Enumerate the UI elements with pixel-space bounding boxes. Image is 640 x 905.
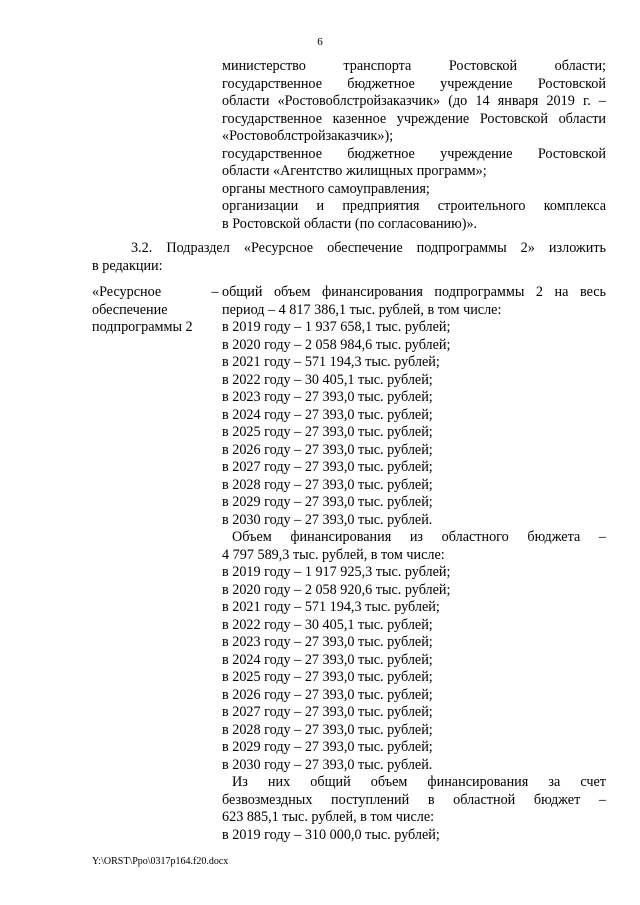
value-line: в 2029 году – 27 393,0 тыс. рублей; <box>222 494 433 510</box>
value-line: Из них общий объем финансирования за счет <box>232 774 606 790</box>
intro-line: области «Агентство жилищных программ»; <box>222 163 487 179</box>
value-line: в 2030 году – 27 393,0 тыс. рублей. <box>222 756 433 773</box>
intro-line: в Ростовской области (по согласованию)». <box>222 215 478 232</box>
file-path-footer: Y:\ORST\Ppo\0317p164.f20.docx <box>92 856 229 867</box>
intro-paragraph <box>222 58 606 233</box>
value-line: в 2025 году – 27 393,0 тыс. рублей; <box>222 424 433 440</box>
intro-line: области «Ростовоблстройзаказчик» (до 14 января 2019 г. – <box>222 93 606 109</box>
section-line: в редакции: <box>92 257 163 274</box>
value-line: в 2030 году – 27 393,0 тыс. рублей. <box>222 511 433 528</box>
value-line: в 2027 году – 27 393,0 тыс. рублей; <box>222 459 433 475</box>
value-line: в 2020 году – 2 058 920,6 тыс. рублей; <box>222 581 451 598</box>
value-line: Объем финансирования из областного бюджета – <box>232 529 606 545</box>
value-line: в 2024 году – 27 393,0 тыс. рублей; <box>222 651 433 668</box>
table-label-line: обеспечение <box>92 301 168 318</box>
intro-line: министерство транспорта Ростовской области; <box>222 58 606 74</box>
value-line: в 2025 году – 27 393,0 тыс. рублей; <box>222 669 433 685</box>
page-number: 6 <box>317 36 323 48</box>
value-line: в 2027 году – 27 393,0 тыс. рублей; <box>222 704 433 720</box>
value-line: в 2019 году – 310 000,0 тыс. рублей; <box>222 826 440 843</box>
section-line: 3.2. Подраздел «Ресурсное обеспечение подпрограммы 2» изложить <box>131 240 606 256</box>
value-line: в 2022 году – 30 405,1 тыс. рублей; <box>222 371 433 388</box>
table-label-line: «Ресурсное <box>92 284 162 300</box>
value-line: в 2020 году – 2 058 984,6 тыс. рублей; <box>222 336 451 353</box>
value-line: общий объем финансирования подпрограммы 2 на весь <box>222 284 606 300</box>
value-line: в 2024 году – 27 393,0 тыс. рублей; <box>222 406 433 423</box>
value-line: в 2028 году – 27 393,0 тыс. рублей; <box>222 476 433 493</box>
value-line: в 2026 году – 27 393,0 тыс. рублей; <box>222 686 433 703</box>
value-line: в 2029 году – 27 393,0 тыс. рублей; <box>222 739 433 755</box>
value-line: в 2026 году – 27 393,0 тыс. рублей; <box>222 441 433 458</box>
value-line: в 2021 году – 571 194,3 тыс. рублей; <box>222 599 440 615</box>
intro-line: организации и предприятия строительного комплекса <box>222 198 606 214</box>
value-line: 623 885,1 тыс. рублей, в том числе: <box>222 809 435 825</box>
value-line: в 2022 году – 30 405,1 тыс. рублей; <box>222 616 433 633</box>
section-heading <box>92 240 606 275</box>
value-line: безвозмездных поступлений в областной бюджет – <box>222 791 606 808</box>
table-value-column <box>222 284 606 844</box>
intro-line: государственное бюджетное учреждение Ростовской <box>222 75 606 92</box>
value-line: в 2021 году – 571 194,3 тыс. рублей; <box>222 354 440 370</box>
intro-line: органы местного самоуправления; <box>222 180 430 197</box>
value-line: 4 797 589,3 тыс. рублей, в том числе: <box>222 546 445 563</box>
value-line: в 2023 году – 27 393,0 тыс. рублей; <box>222 634 433 650</box>
table-label-line: подпрограммы 2 <box>92 319 193 335</box>
table-dash: – <box>211 284 219 300</box>
value-line: в 2019 году – 1 937 658,1 тыс. рублей; <box>222 319 451 335</box>
intro-line: государственное казенное учреждение Ростовской области <box>222 110 606 127</box>
table-label-column <box>92 284 212 337</box>
intro-line: «Ростовоблстройзаказчик»); <box>222 128 394 144</box>
intro-line: государственное бюджетное учреждение Ростовской <box>222 145 606 162</box>
value-line: в 2028 году – 27 393,0 тыс. рублей; <box>222 721 433 738</box>
value-line: в 2019 году – 1 917 925,3 тыс. рублей; <box>222 564 451 580</box>
value-line: в 2023 году – 27 393,0 тыс. рублей; <box>222 389 433 405</box>
value-line: период – 4 817 386,1 тыс. рублей, в том числе: <box>222 301 502 318</box>
